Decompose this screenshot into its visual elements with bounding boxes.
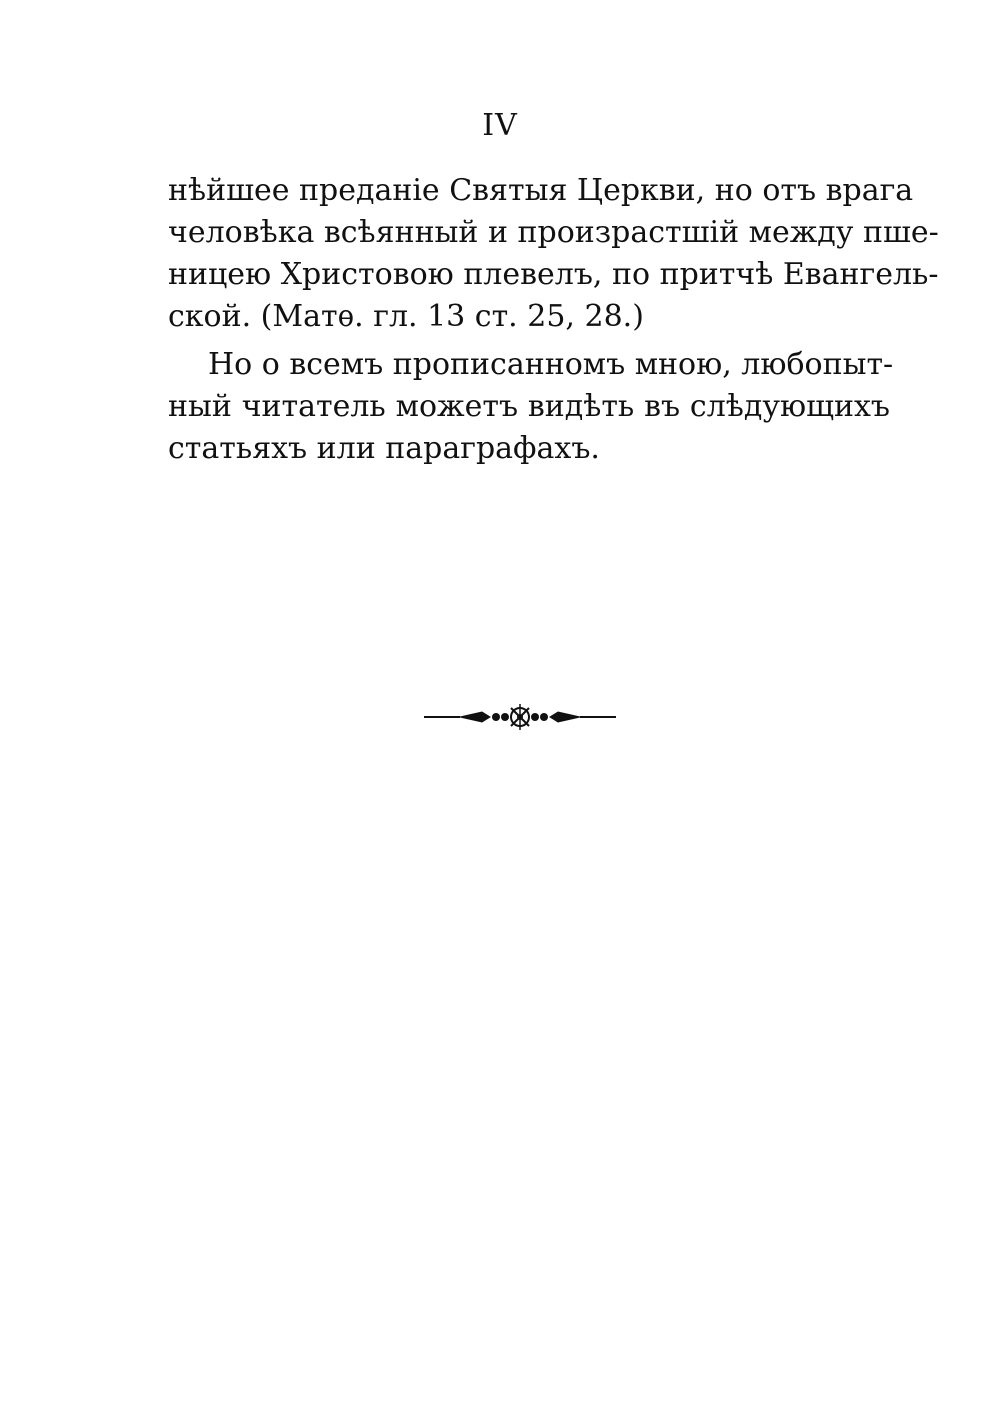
text-line: ской. (Матѳ. гл. 13 ст. 25, 28.): [168, 299, 644, 334]
decorative-tailpiece-icon: [420, 700, 620, 734]
text-line: человѣка всѣянный и произрастшій между пше-: [168, 215, 939, 250]
page-number: IV: [482, 108, 518, 143]
paragraph-closing: [168, 344, 894, 470]
body-text: [168, 170, 939, 470]
paragraph-continuation: [168, 170, 939, 338]
text-line: ницею Христовою плевелъ, по притчѣ Евангель-: [168, 257, 939, 292]
text-line: нѣйшее преданіе Святыя Церкви, но отъ врага: [168, 173, 914, 208]
text-line: ный читатель можетъ видѣть въ слѣдующихъ: [168, 389, 890, 424]
text-line: статьяхъ или параграфахъ.: [168, 431, 600, 466]
text-line: Но о всемъ прописанномъ мною, любопыт-: [208, 347, 894, 382]
